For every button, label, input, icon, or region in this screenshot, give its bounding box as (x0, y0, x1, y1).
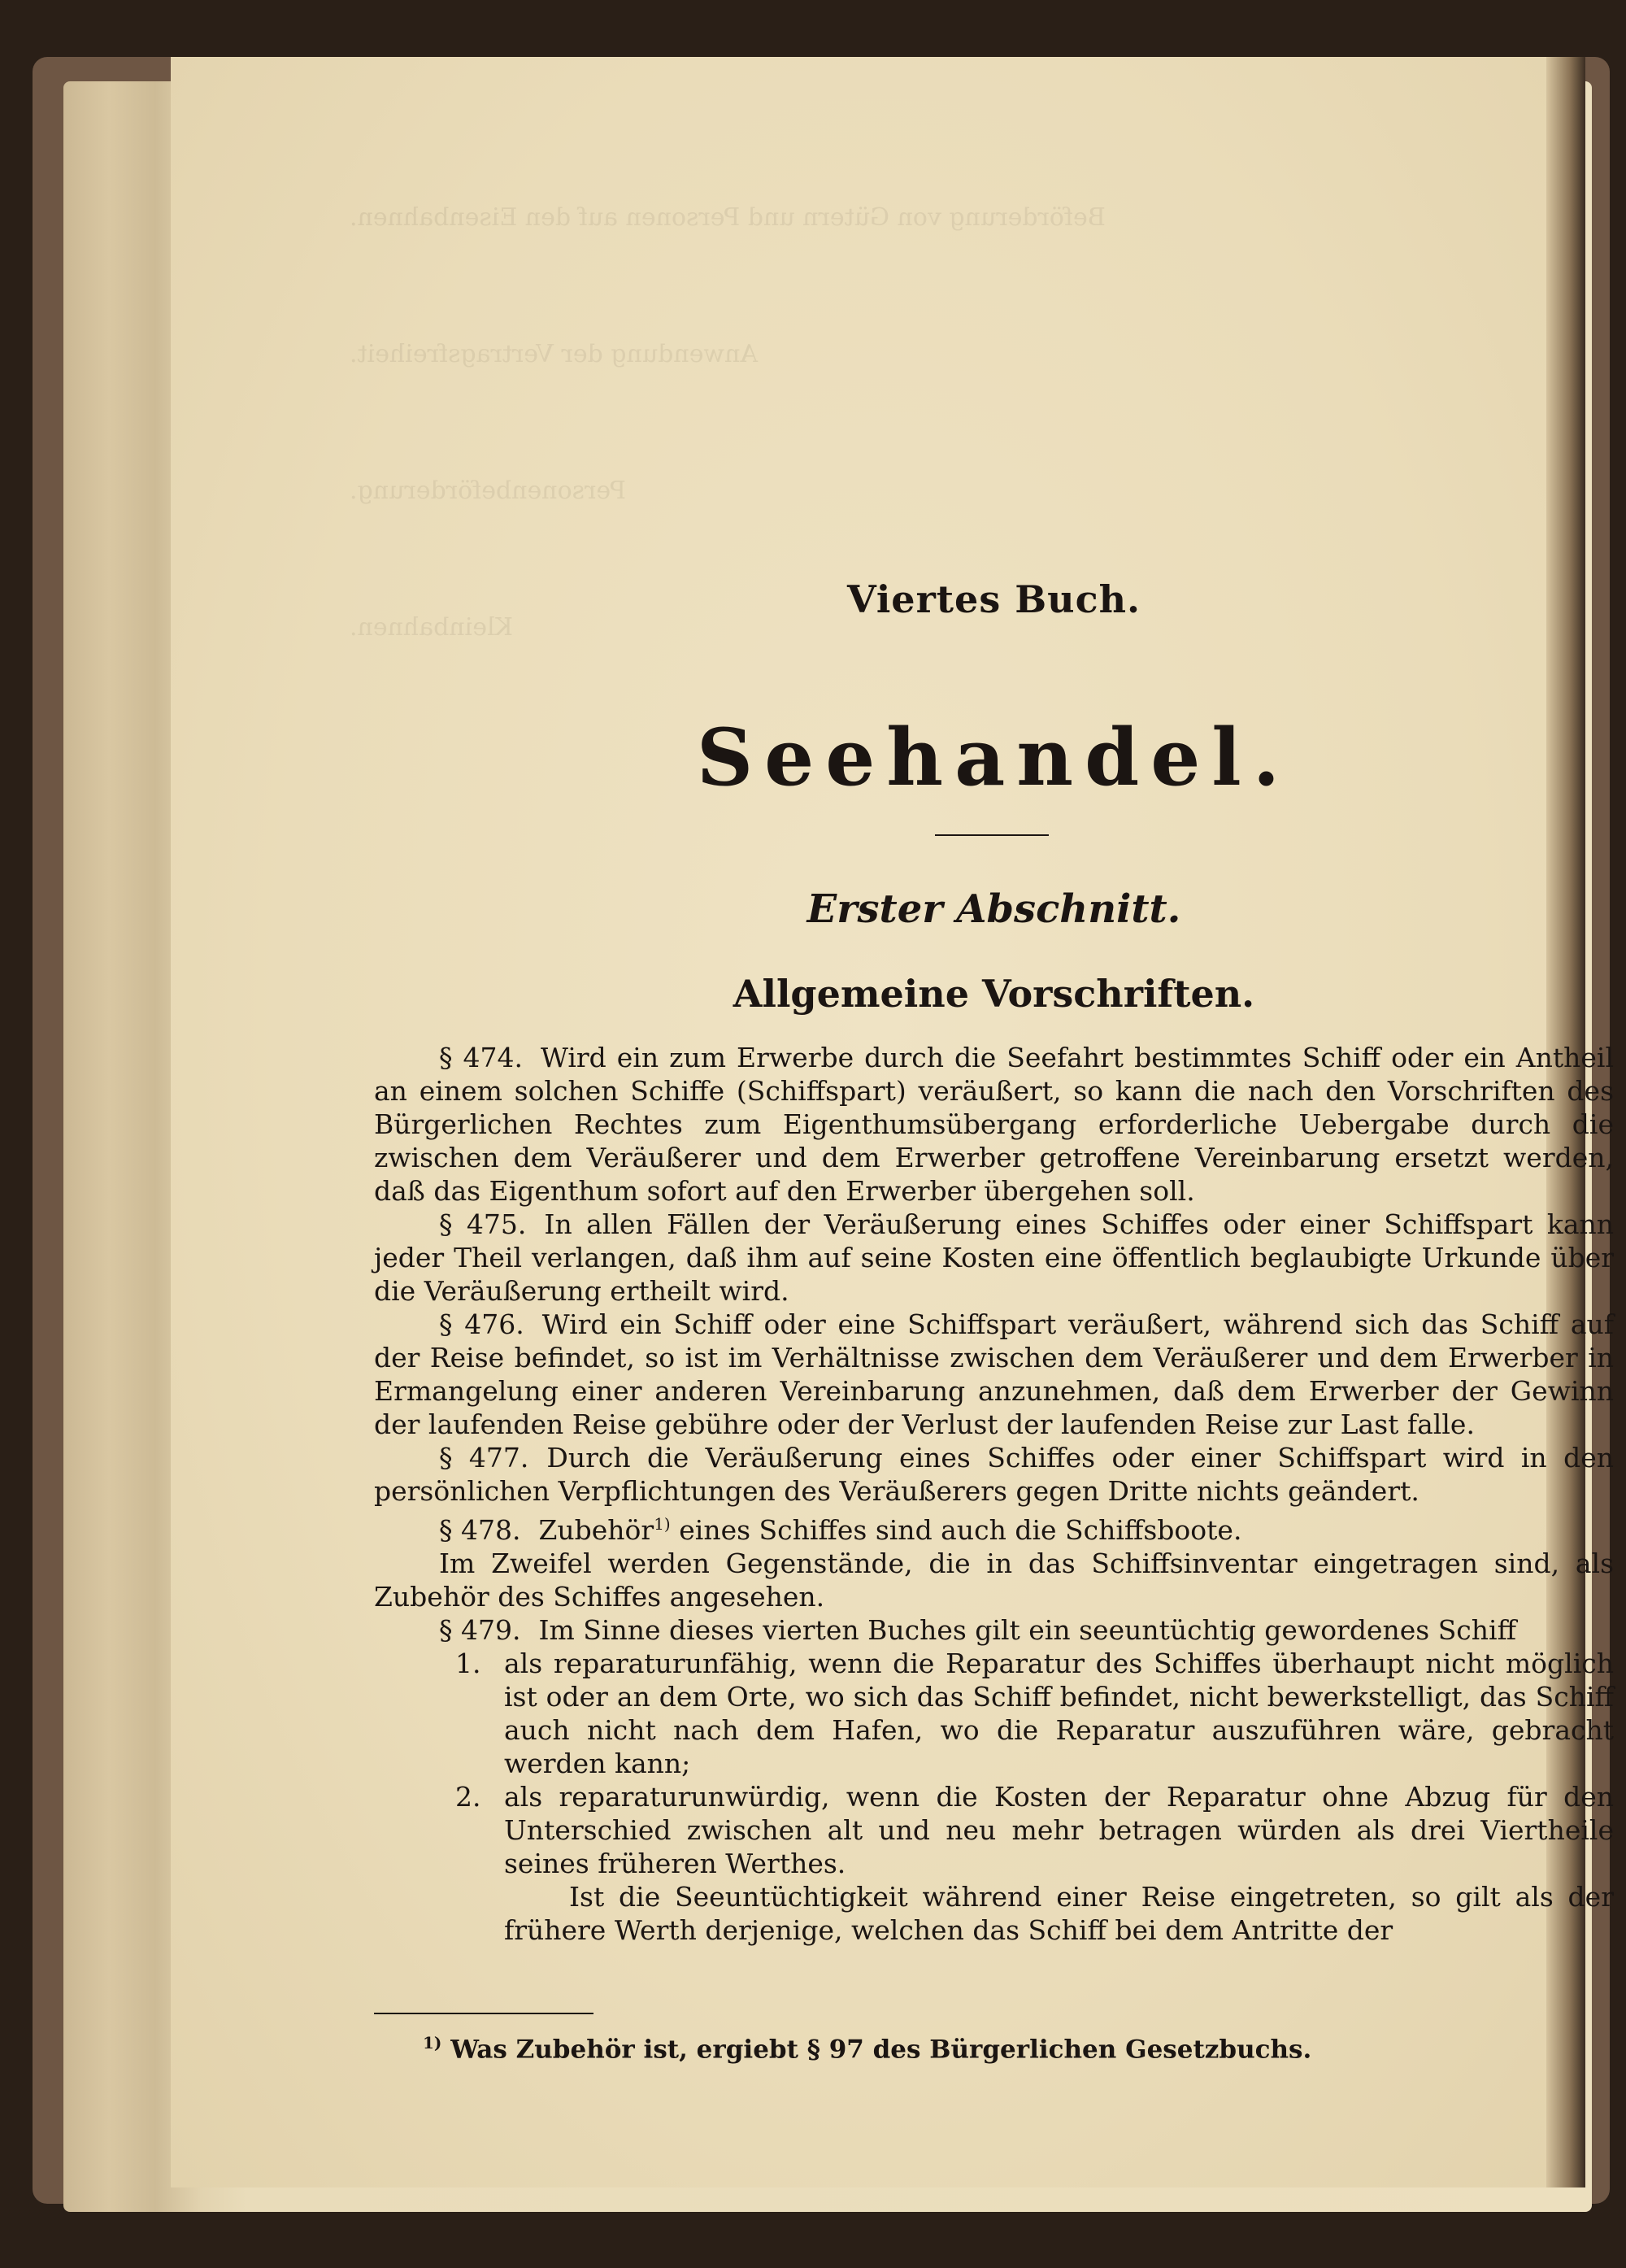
bleed-line (350, 514, 1512, 559)
list-item-text: als reparaturunfähig, wenn die Reparatur des Schiffes überhaupt nicht möglich ist oder an dem Orte, wo sich das Schiff befindet, nicht bewerkstelligt, das Schiff auch nicht nach dem Hafen, wo die Reparatur auszuführen wäre, gebracht werden kann; (504, 1648, 1614, 1779)
bleed-line: Personenbeförderung. (350, 477, 626, 505)
list-item-number: 1. (455, 1648, 481, 1679)
bleed-line: Beförderung von Gütern und Personen auf den Eisenbahnen. (350, 203, 1106, 232)
paragraph-476 (374, 1308, 1614, 1441)
paragraph-475 (374, 1208, 1614, 1308)
section-number: § 478. (439, 1514, 521, 1546)
bleed-line: Anwendung der Vertragsfreiheit. (350, 340, 759, 368)
paragraph-text: In allen Fällen der Veräußerung eines Schiffes oder einer Schiffspart kann jeder Theil verlangen, daß ihm auf seine Kosten eine öffentlich beglaubigte Urkunde über die Veräußerung ertheilt wird. (374, 1208, 1615, 1307)
footnote-mark: 1) (423, 2033, 442, 2053)
footnote-reference: 1) (654, 1514, 671, 1534)
list-item (374, 1647, 1614, 1780)
section-number: § 474. (439, 1042, 523, 1073)
bleed-line: Kleinbahnen. (350, 613, 514, 642)
zubehoer-word: Zubehör (538, 1514, 654, 1546)
paragraph-text: Wird ein zum Erwerbe durch die Seefahrt bestimmtes Schiff oder ein Antheil an einem solchen Schiffe (Schiffspart) veräußert, so kann die nach den Vorschriften des Bürgerlichen Rechtes zum Eigenthumsübergang erforderliche Uebergabe durch die zwischen dem Veräußerer und dem Erwerber getroffene Vereinbarung ersetzt werden, daß das Eigenthum sofort auf den Erwerber übergehen soll. (374, 1042, 1614, 1207)
paragraph-text: Im Sinne dieses vierten Buches gilt ein seeuntüchtig gewordenes Schiff (538, 1614, 1517, 1646)
main-title: Seehandel. (696, 712, 1292, 803)
footnote-text: Was Zubehör ist, ergiebt § 97 des Bürgerlichen Gesetzbuchs. (450, 2035, 1312, 2065)
bleed-line (350, 377, 1512, 423)
body-text (374, 1041, 1614, 1947)
section-title: Erster Abschnitt. (806, 886, 1181, 932)
subsection-title: Allgemeine Vorschriften. (733, 972, 1255, 1016)
paragraph-474 (374, 1041, 1614, 1208)
section-number: § 475. (439, 1208, 527, 1240)
closing-paragraph: Ist die Seeuntüchtigkeit während einer Reise eingetreten, so gilt als der frühere Werth derjenige, welchen das Schiff bei dem Antritte der (504, 1881, 1614, 1946)
paragraph-text: eines Schiffes sind auch die Schiffsboote. (679, 1514, 1242, 1546)
book-page (171, 57, 1615, 2187)
bleed-through-text (171, 195, 1545, 927)
section-number: § 477. (439, 1442, 529, 1474)
section-number: § 479. (439, 1614, 521, 1646)
paragraph-479 (374, 1613, 1614, 1647)
bleed-line (350, 423, 1512, 468)
paragraph-478 (374, 1508, 1614, 1547)
list-item-text: als reparaturunwürdig, wenn die Kosten der Reparatur ohne Abzug für den Unterschied zwischen alt und neu mehr betragen würden als drei Viertheile seines früheren Werthes. (504, 1781, 1614, 1879)
footnote (423, 2026, 1610, 2066)
list-item (374, 1780, 1614, 1880)
paragraph-text: Wird ein Schiff oder eine Schiffspart veräußert, während sich das Schiff auf der Reise befindet, so ist im Verhältnisse zwischen dem Veräußerer und dem Erwerber in Ermangelung einer anderen Vereinbarung anzunehmen, daß dem Erwerber der Gewinn der laufenden Reise gebühre oder der Verlust der laufenden Reise zur Last falle. (374, 1308, 1615, 1440)
paragraph-478-continuation: Im Zweifel werden Gegenstände, die in das Schiffsinventar eingetragen sind, als Zubehör des Schiffes angesehen. (374, 1548, 1614, 1613)
bleed-line (350, 241, 1512, 286)
title-divider (935, 834, 1049, 836)
paragraph-text: Durch die Veräußerung eines Schiffes oder einer Schiffspart wird in den persönlichen Verpflichtungen des Veräußerers gegen Dritte nichts geändert. (374, 1442, 1614, 1507)
book-title: Viertes Buch. (846, 577, 1141, 621)
footnote-rule (374, 2013, 593, 2014)
paragraph-477 (374, 1441, 1614, 1508)
section-number: § 476. (439, 1308, 524, 1340)
list-item-number: 2. (455, 1781, 481, 1813)
bleed-line (350, 286, 1512, 332)
